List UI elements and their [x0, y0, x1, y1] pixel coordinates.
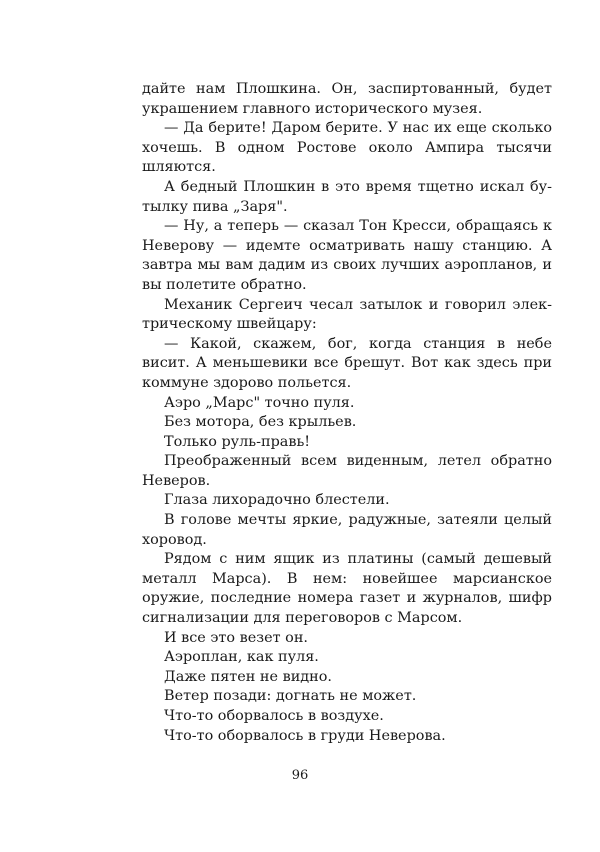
paragraph: Что-то оборвалось в груди Неверова.: [164, 727, 446, 744]
paragraph: Без мотора, без крыльев.: [164, 414, 357, 431]
paragraph: Глаза лихорадочно блестели.: [164, 492, 390, 509]
paragraph: Аэро „Марс" точно пуля.: [164, 394, 355, 411]
paragraph: И все это везет он.: [164, 629, 308, 646]
paragraph: Преображенный всем виденным, летел обратно Неверов.: [142, 453, 552, 489]
paragraph: Рядом с ним ящик из платины (самый дешевый металл Марса). В нем: новейшее марсианское оружие, последние номера газет и журналов, шифр сигнализации для переговоров с Марсом.: [142, 551, 552, 627]
paragraph: дайте нам Плошкина. Он, заспиртованный, будет украшением главного исторического музея.: [142, 81, 552, 117]
paragraph: Только руль-правь!: [164, 433, 311, 450]
paragraph: Механик Сергеич чесал затылок и говорил электрическому швейцару:: [142, 296, 552, 333]
paragraph: А бедный Плошкин в это время тщетно искал бутылку пива „Заря".: [142, 178, 552, 215]
paragraph: — Какой, скажем, бог, когда станция в небе висит. А меньшевики все брешут. Вот как здесь при коммуне здорово польется.: [142, 335, 552, 391]
paragraph: Ветер позади: догнать не может.: [164, 688, 417, 705]
paragraph: — Ну, а теперь — сказал Тон Кресси, обращаясь к Неверову — идемте осматривать нашу станцию. А завтра мы вам дадим из своих лучших аэропланов, и вы полетите обратно.: [142, 218, 552, 293]
body-text: [142, 80, 552, 746]
paragraph: В голове мечты яркие, радужные, затеяли целый хоровод.: [142, 512, 552, 548]
paragraph: — Да берите! Даром берите. У нас их еще сколько хочешь. В одном Ростове около Ампира тысячи шляются.: [142, 120, 552, 176]
paragraph: Аэроплан, как пуля.: [164, 649, 319, 666]
page-number: 96: [291, 768, 309, 783]
paragraph: Даже пятен не видно.: [164, 668, 332, 685]
paragraph: Что-то оборвалось в воздухе.: [164, 708, 384, 724]
